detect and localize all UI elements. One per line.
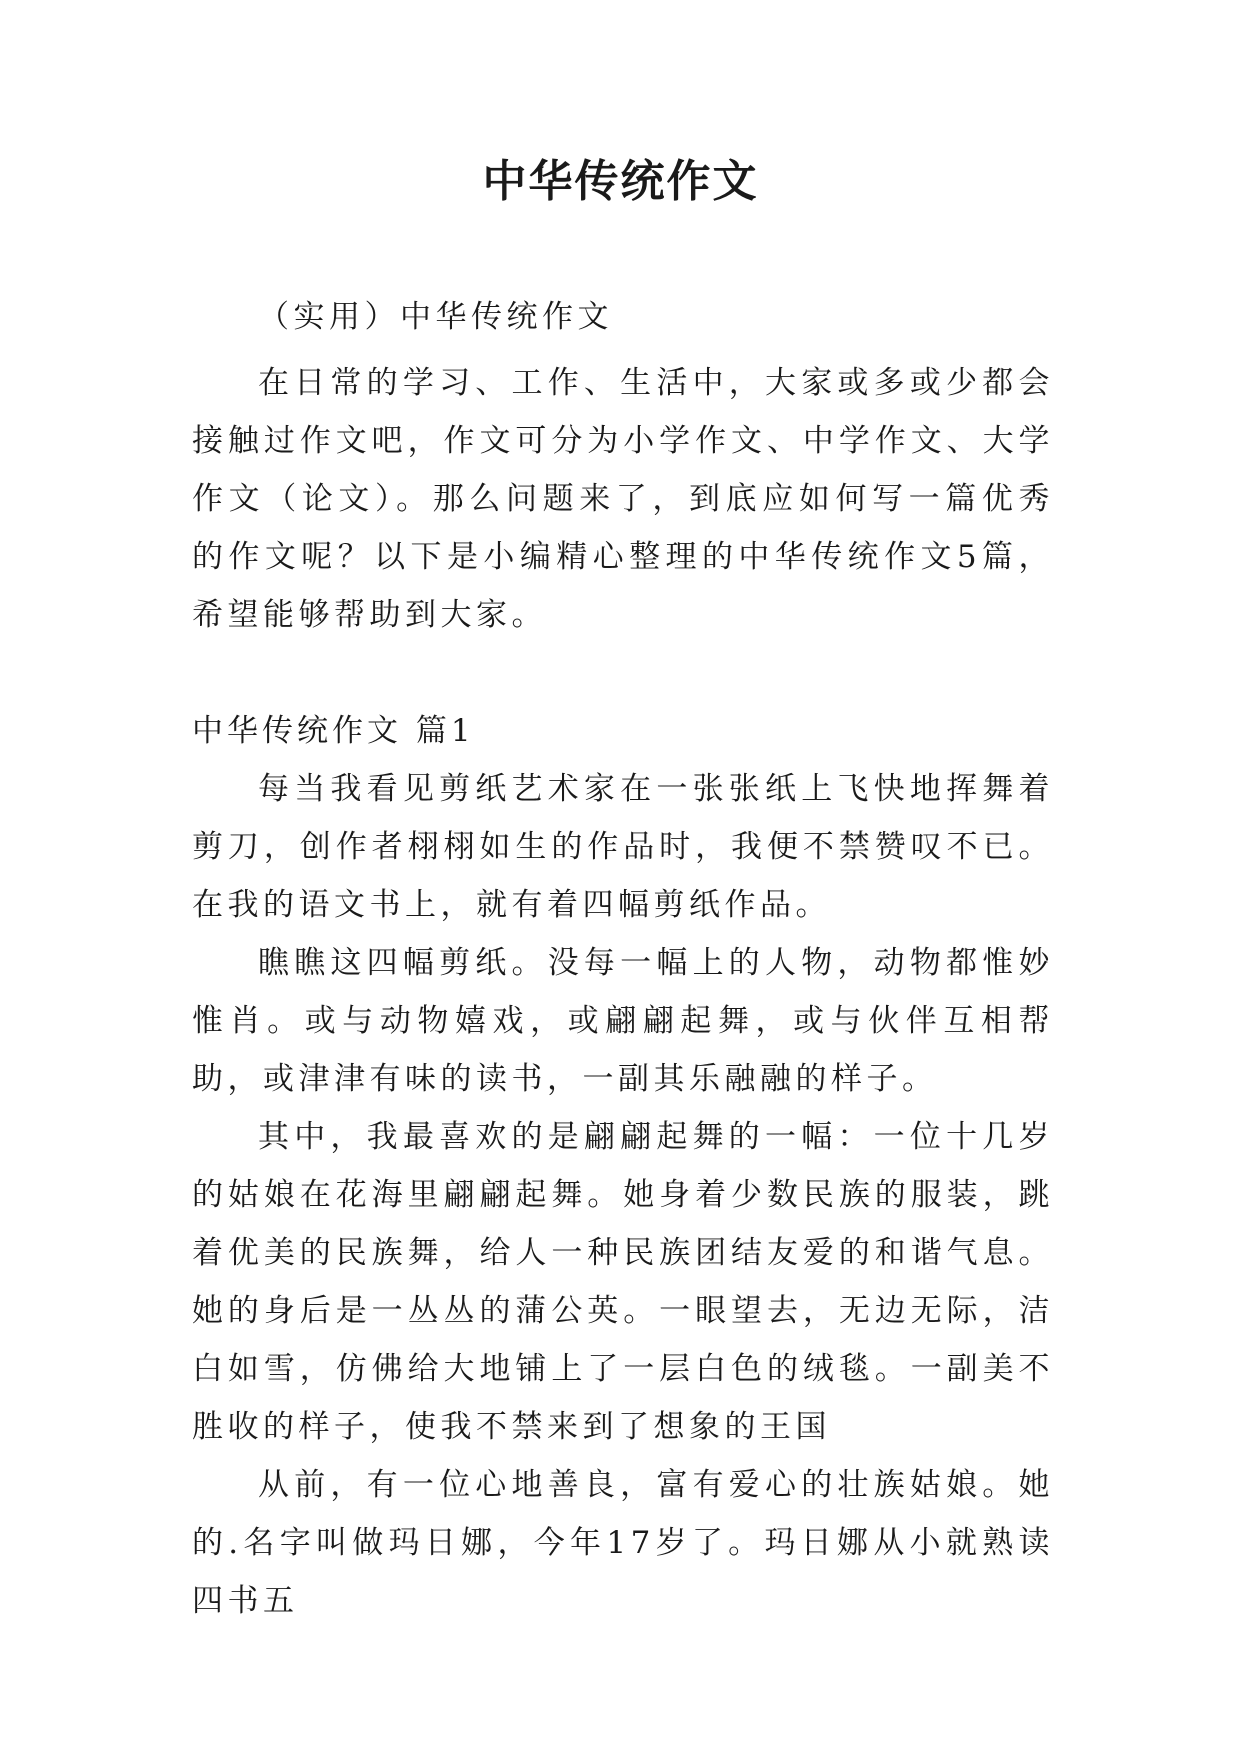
body-paragraph: 每当我看见剪纸艺术家在一张张纸上飞快地挥舞着剪刀，创作者栩栩如生的作品时，我便不禁赞叹不已。在我的语文书上，就有着四幅剪纸作品。 xyxy=(192,771,1054,923)
document-title: 中华传统作文 xyxy=(482,156,759,207)
body-paragraph: 其中，我最喜欢的是翩翩起舞的一幅：一位十几岁的姑娘在花海里翩翩起舞。她身着少数民族的服装，跳着优美的民族舞，给人一种民族团结友爱的和谐气息。她的身后是一丛丛的蒲公英。一眼望去，无边无际，洁白如雪，仿佛给大地铺上了一层白色的绒毯。一副美不胜收的样子，使我不禁来到了想象的王国 xyxy=(192,1119,1054,1445)
document-body xyxy=(192,288,1054,1630)
section-heading: 中华传统作文 篇1 xyxy=(192,713,475,749)
body-paragraph: 瞧瞧这四幅剪纸。没每一幅上的人物，动物都惟妙惟肖。或与动物嬉戏，或翩翩起舞，或与伙伴互相帮助，或津津有味的读书，一副其乐融融的样子。 xyxy=(192,945,1054,1097)
body-paragraph: 从前，有一位心地善良，富有爱心的壮族姑娘。她的.名字叫做玛日娜，今年17岁了。玛日娜从小就熟读四书五 xyxy=(192,1467,1054,1619)
intro-paragraph: 在日常的学习、工作、生活中，大家或多或少都会接触过作文吧，作文可分为小学作文、中学作文、大学作文（论文）。那么问题来了，到底应如何写一篇优秀的作文呢？以下是小编精心整理的中华传统作文5篇，希望能够帮助到大家。 xyxy=(192,365,1054,633)
document-subtitle: （实用）中华传统作文 xyxy=(258,299,613,335)
